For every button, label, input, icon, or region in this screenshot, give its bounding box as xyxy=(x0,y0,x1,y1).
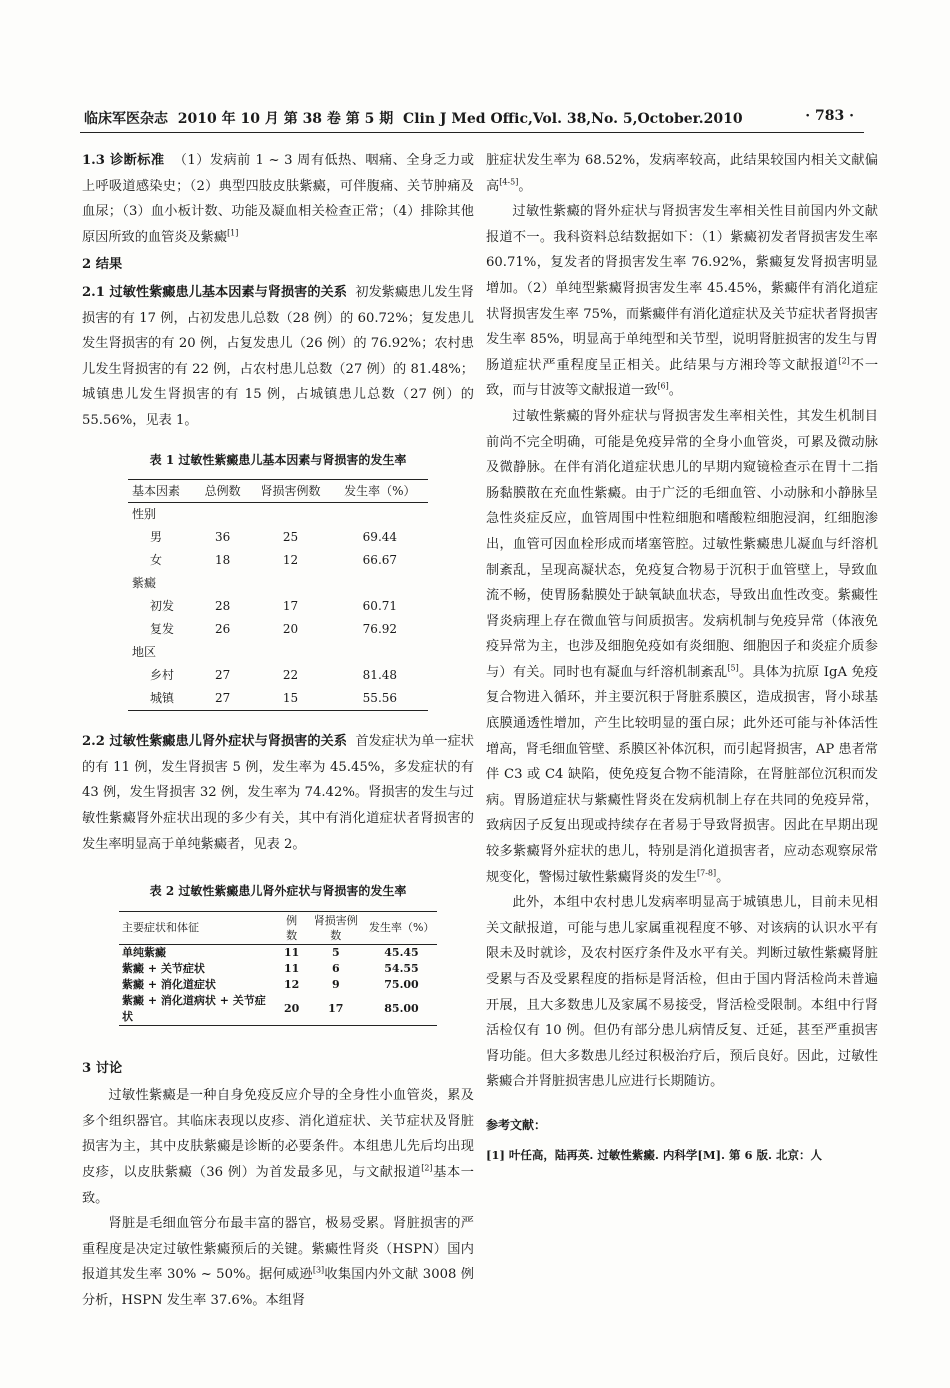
table-2-col-rate: 发生率（%） xyxy=(366,911,437,944)
cell: 12 xyxy=(283,977,300,991)
table-2-col-renal: 肾损害例数 xyxy=(306,911,366,944)
table-1-col-rate: 发生率（%） xyxy=(332,480,428,503)
table-2-header xyxy=(119,911,437,944)
continued-paragraph xyxy=(486,148,878,199)
cell: 18 xyxy=(214,553,231,568)
section-2-1-text: 初发紫癜患儿发生肾损害的有 17 例，占初发患儿总数（28 例）的 60.72%；复发患儿发生肾损害的有 20 例，占复发患儿（26 例）的 76.92%；农村患儿发生肾损害的有 22 例，占农村患儿总数（27 例）的 81.48%；城镇患儿发生肾损害的有 15 例，占城镇患儿总数（27 例）的 55.56%，见表 1。 xyxy=(82,284,474,428)
cell: 紫癜 + 消化道症状 xyxy=(122,977,216,991)
table-1-header xyxy=(128,480,428,503)
cell: 城镇 xyxy=(128,687,196,711)
cell: 28 xyxy=(214,599,231,614)
table-row xyxy=(119,944,437,961)
table-2-caption: 表 2 过敏性紫癜患儿肾外症状与肾损害的发生率 xyxy=(149,884,407,899)
paragraph-text: 。 xyxy=(518,178,532,194)
cell: 紫癜 + 关节症状 xyxy=(122,961,205,975)
cell: 25 xyxy=(282,530,299,545)
group-label: 紫癜 xyxy=(132,576,157,591)
table-1-caption: 表 1 过敏性紫癜患儿基本因素与肾损害的发生率 xyxy=(149,452,407,467)
paragraph-text: 不一致，而与甘波等文献报道一致 xyxy=(486,357,879,399)
cell: 55.56 xyxy=(332,687,428,711)
reference-item: [1] 叶任高，陆再英. 过敏性紫癜. 内科学[M]. 第 6 版. 北京：人 xyxy=(486,1147,823,1162)
table-row xyxy=(128,503,428,527)
table-row xyxy=(119,977,437,993)
section-2-2 xyxy=(82,729,474,857)
section-2-title: 2 结果 xyxy=(82,257,123,273)
page-number: · 783 · xyxy=(805,108,854,124)
group-label: 地区 xyxy=(132,645,157,660)
right-column xyxy=(486,148,878,1168)
citation: [5] xyxy=(727,663,739,673)
table-row xyxy=(128,549,428,572)
journal-name: 临床军医杂志 xyxy=(84,111,168,127)
cell: 66.67 xyxy=(362,553,398,568)
english-citation: Clin J Med Offic,Vol. 38,No. 5,October.2010 xyxy=(403,111,743,127)
cell: 85.00 xyxy=(366,993,437,1026)
cell: 36 xyxy=(214,530,231,545)
table-1 xyxy=(128,479,428,711)
running-header xyxy=(84,108,854,130)
cell: 60.71 xyxy=(362,599,398,614)
paragraph-text: 过敏性紫癜的肾外症状与肾损害发生率相关性目前国内外文献报道不一。我科资料总结数据如下：（1）紫癜初发者肾损害发生率 60.71%，复发者的肾损害发生率 76.92%，紫癜复发肾损害明显增加。（2）单纯型紫癜肾损害发生率 45.45%，紫癜伴有消化道症状肾损害发生率 75%，而紫癜伴有消化道症状及关节症状者肾损害发生率 85%，明显高于单纯型和关节型，说明肾脏损害的发生与胃肠道症状严重程度呈正相关。此结果与方湘玲等文献报道 xyxy=(486,204,878,373)
cell: 54.55 xyxy=(384,961,419,975)
table-2-col-symptom: 主要症状和体征 xyxy=(119,911,278,944)
cell: 22 xyxy=(282,668,299,683)
paragraph-text: 脏症状发生率为 68.52%，发病率较高，此结果较国内相关文献偏高 xyxy=(486,153,878,194)
section-2-1-title: 2.1 过敏性紫癜患儿基本因素与肾损害的关系 xyxy=(82,284,347,300)
cell: 11 xyxy=(283,945,300,959)
cell: 乡村 xyxy=(150,668,175,683)
discussion-paragraph-2 xyxy=(82,1211,474,1313)
cell: 紫癜 + 消化道病状 + 关节症状 xyxy=(119,993,278,1026)
references-title: 参考文献： xyxy=(486,1117,547,1132)
citation: [7-8] xyxy=(697,868,717,878)
cell: 6 xyxy=(331,961,340,975)
section-2-1 xyxy=(82,280,474,434)
header-rule xyxy=(80,132,864,133)
citation: [3] xyxy=(312,1266,325,1276)
citation: [1] xyxy=(227,228,239,238)
cell: 男 xyxy=(150,530,163,545)
table-row xyxy=(128,687,428,711)
table-row xyxy=(128,641,428,664)
citation: [6] xyxy=(657,381,669,391)
discussion-paragraph-4 xyxy=(486,404,878,890)
cell: 5 xyxy=(331,945,340,959)
cell: 75.00 xyxy=(384,977,419,991)
paragraph-text: 收集国内外文献 3008 例分析，HSPN 发生率 37.6%。本组肾 xyxy=(82,1267,474,1309)
cell: 9 xyxy=(331,977,340,991)
cell: 单纯紫癜 xyxy=(122,945,166,959)
cell: 45.45 xyxy=(384,945,419,959)
section-1-3-title: 1.3 诊断标准 xyxy=(82,153,165,168)
table-row xyxy=(119,993,437,1026)
paragraph-text: 。具体为抗原 IgA 免疫复合物进入循环，并主要沉积于肾脏系膜区，造成损害，肾小球基底膜通透性增加，产生比较明显的蛋白尿；此外还可能与补体活性增高，肾毛细血管壁、系膜区补体沉积，而引起肾损害，AP 患者常伴 C3 或 C4 缺陷，使免疫复合物不能清除，在肾脏部位沉积而发病。胃肠道症状与紫癜性肾炎在发病机制上存在共同的免疫异常，致病因子反复出现或持续存在者易于导致肾损害。因此在早期出现较多紫癜肾外症状的患儿，特别是消化道损害者，应动态观察尿常规变化，警惕过敏性紫癜肾炎的发生 xyxy=(486,664,878,885)
cell: 27 xyxy=(214,668,231,683)
discussion-paragraph-5: 此外，本组中农村患儿发病率明显高于城镇患儿，目前未见相关文献报道，可能与患儿家属重视程度不够、对该病的认识水平有限未及时就诊，及农村医疗条件及水平有关。判断过敏性紫癜肾脏受累与否及受累程度的指标是肾活检，但由于国内肾活检尚未普遍开展，且大多数患儿及家属不易接受，肾活检受限制。本组中行肾活检仅有 10 例。但仍有部分患儿病情反复、迁延，甚至严重损害肾功能。但大多数患儿经过积极治疗后，预后良好。因此，过敏性紫癜合并肾脏损害患儿应进行长期随访。 xyxy=(486,895,878,1090)
section-3-title: 3 讨论 xyxy=(82,1060,123,1076)
cell: 11 xyxy=(283,961,300,975)
cell: 69.44 xyxy=(362,530,398,545)
table-1-col-total: 总例数 xyxy=(196,480,249,503)
discussion-paragraph-1 xyxy=(82,1083,474,1211)
paragraph-text: 肾脏是毛细血管分布最丰富的器官，极易受累。肾脏损害的严重程度是决定过敏性紫癜预后的关键。紫癜性肾炎（HSPN）国内报道其发生率 30% ~ 50%。据何威逊 xyxy=(82,1216,474,1283)
cell: 12 xyxy=(282,553,299,568)
table-row xyxy=(128,572,428,595)
cell: 17 xyxy=(306,993,366,1026)
cell: 女 xyxy=(150,553,163,568)
left-column xyxy=(82,148,474,1314)
header-left xyxy=(84,108,743,128)
cell: 20 xyxy=(278,993,306,1026)
paragraph-text: 过敏性紫癜是一种自身免疫反应介导的全身性小血管炎，累及多个组织器官。其临床表现以皮疹、消化道症状、关节症状及肾脏损害为主，其中皮肤紫癜是诊断的必要条件。本组患儿先后均出现皮疹，以皮肤紫癜（36 例）为首发最多见，与文献报道 xyxy=(82,1088,474,1181)
discussion-paragraph-3 xyxy=(486,199,878,404)
section-1-3 xyxy=(82,148,474,250)
cell: 76.92 xyxy=(362,622,398,637)
table-row xyxy=(128,595,428,618)
paragraph-text: 。 xyxy=(668,383,682,399)
paragraph-text: 基本一致。 xyxy=(82,1165,474,1206)
group-label: 性别 xyxy=(132,507,157,522)
section-2-2-title: 2.2 过敏性紫癜患儿肾外症状与肾损害的关系 xyxy=(82,734,347,750)
paragraph-text: 过敏性紫癜的肾外症状与肾损害发生率相关性，其发生机制目前尚不完全明确，可能是免疫异常的全身小血管炎，可累及微动脉及微静脉。在伴有消化道症状患儿的早期内窥镜检查示在胃十二指肠黏膜散在充血性紫癜。由于广泛的毛细血管、小动脉和小静脉呈急性炎症反应，血管周围中性粒细胞和嗜酸粒细胞浸润，红细胞渗出，血管可因血栓形成而堵塞管腔。过敏性紫癜患儿凝血与纤溶机制紊乱，呈现高凝状态，免疫复合物易于沉积于血管壁上，导致血流不畅，使胃肠黏膜处于缺氧缺血状态，导致出血性改变。紫癜性肾炎病理上存在微血管与间质损害。发病机制与免疫异常（体液免疫异常为主，也涉及细胞免疫如有炎细胞、细胞因子和炎症介质参与）有关。同时也有凝血与纤溶机制紊乱 xyxy=(486,408,878,680)
cell: 20 xyxy=(282,622,299,637)
cell: 26 xyxy=(214,622,231,637)
table-1-col-renal: 肾损害例数 xyxy=(249,480,331,503)
table-2-col-count: 例数 xyxy=(278,911,306,944)
cell: 81.48 xyxy=(362,668,398,683)
table-row xyxy=(128,664,428,687)
table-2 xyxy=(119,911,437,1026)
cell: 15 xyxy=(249,687,331,711)
cell: 复发 xyxy=(150,622,175,637)
table-row xyxy=(128,618,428,641)
cell: 27 xyxy=(196,687,249,711)
section-1-3-text: （1）发病前 1 ~ 3 周有低热、咽痛、全身乏力或上呼吸道感染史；（2）典型四肢皮肤紫癜，可伴腹痛、关节肿痛及血尿；（3）血小板计数、功能及凝血相关检查正常；（4）排除其他原因所致的血管炎及紫癜 xyxy=(82,153,474,245)
cell: 17 xyxy=(282,599,299,614)
section-2-2-text: 首发症状为单一症状的有 11 例，发生肾损害 5 例，发生率为 45.45%，多发症状的有 43 例，发生肾损害 32 例，发生率为 74.42%。肾损害的发生与过敏性紫癜肾外症状出现的多少有关，其中有消化道症状者肾损害的发生率明显高于单纯紫癜者，见表 2。 xyxy=(82,734,474,852)
citation: [2] xyxy=(838,356,850,366)
cell: 初发 xyxy=(150,599,175,614)
table-row xyxy=(119,961,437,977)
issue-info: 2010 年 10 月 第 38 卷 第 5 期 xyxy=(177,111,394,127)
paragraph-text: 。 xyxy=(716,869,730,885)
citation: [2] xyxy=(421,1163,433,1173)
table-row xyxy=(128,526,428,549)
citation: [4-5] xyxy=(499,177,519,187)
table-1-col-factor: 基本因素 xyxy=(128,480,196,503)
